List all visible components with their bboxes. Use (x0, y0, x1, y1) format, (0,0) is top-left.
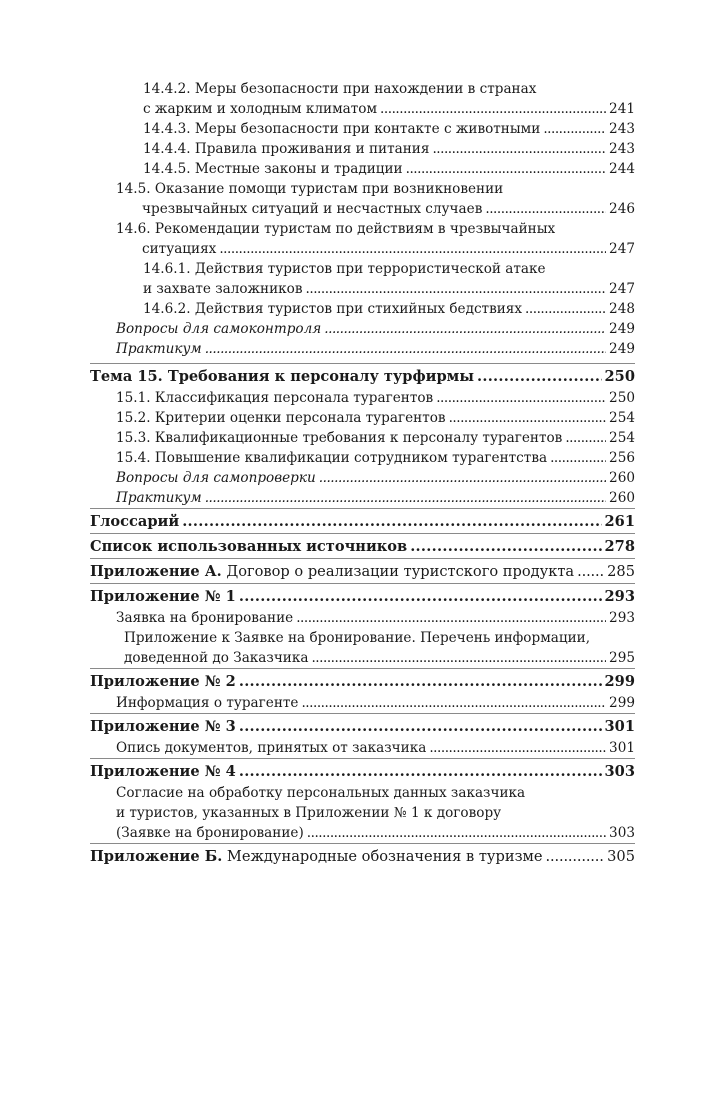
toc-page-number: 303 (609, 825, 635, 841)
leader-dots (546, 846, 605, 868)
toc-page-number: 241 (609, 101, 635, 117)
toc-entry-title: Приложение № 2 (90, 673, 236, 690)
leader-dots (525, 299, 606, 319)
appendix-label: Приложение Б. (90, 848, 223, 865)
toc-entry-title: 14.4.4. Правила проживания и питания (143, 141, 430, 157)
toc-entry-title: Приложение № 3 (90, 718, 236, 735)
toc-page-number: 243 (609, 141, 635, 157)
leader-dots (436, 388, 606, 408)
toc-entry-title-line: Приложение к Заявке на бронирование. Перечень информации, (124, 630, 591, 646)
toc-entry-title: Практикум (116, 490, 202, 506)
toc-page-number: 254 (609, 410, 635, 426)
toc-entry-title: ситуациях (142, 241, 217, 257)
leader-dots (432, 139, 606, 159)
leader-dots (380, 99, 606, 119)
leader-dots (550, 448, 606, 468)
toc-page-number: 254 (609, 430, 635, 446)
leader-dots (429, 738, 606, 758)
leader-dots (307, 823, 606, 843)
toc-page-number: 293 (604, 588, 635, 605)
toc-entry-14-4-4[interactable] (90, 139, 635, 159)
toc-entry-15-3[interactable] (90, 428, 635, 448)
toc-entry-14-6[interactable] (90, 219, 635, 259)
toc-entry-14-6-2[interactable] (90, 299, 635, 319)
appendix-title: Договор о реализации туристского продукта (226, 563, 575, 580)
toc-entry-title-line: 14.6.1. Действия туристов при террористической атаке (143, 261, 546, 277)
toc-entry-title: Информация о турагенте (116, 695, 299, 711)
toc-entry-title: чрезвычайных ситуаций и несчастных случаев (142, 201, 483, 217)
toc-entry-title: Глоссарий (90, 513, 180, 530)
leader-dots (306, 279, 607, 299)
toc-entry-booking-appendix[interactable] (90, 628, 635, 668)
leader-dots (319, 468, 606, 488)
toc-page-number: 299 (604, 673, 635, 690)
toc-entry-title: Приложение № 4 (90, 763, 236, 780)
toc-page-number: 301 (609, 740, 635, 756)
toc-page-number: 247 (609, 241, 635, 257)
toc-entry-title: 15.4. Повышение квалификации сотрудником турагентства (116, 450, 548, 466)
toc-entry-title: Тема 15. Требования к персоналу турфирмы (90, 368, 474, 385)
toc-entry-self-check-questions[interactable] (90, 468, 635, 488)
toc-entry-15-2[interactable] (90, 408, 635, 428)
toc-entry-practicum-15[interactable] (90, 488, 635, 508)
toc-entry-title: Вопросы для самоконтроля (116, 321, 322, 337)
toc-entry-title: 15.2. Критерии оценки персонала турагентов (116, 410, 446, 426)
leader-dots (311, 648, 606, 668)
toc-page-number: 299 (609, 695, 635, 711)
toc-entry-title: 15.1. Классификация персонала турагентов (116, 390, 434, 406)
toc-page-number: 305 (607, 848, 635, 865)
leader-dots (301, 693, 606, 713)
leader-dots (239, 671, 602, 693)
toc-page-number: 250 (609, 390, 635, 406)
toc-entry-title: Опись документов, принятых от заказчика (116, 740, 427, 756)
toc-entry-appendix-4[interactable] (90, 758, 635, 783)
leader-dots (324, 319, 606, 339)
toc-entry-title: доведенной до Заказчика (124, 650, 309, 666)
toc-entry-14-5[interactable] (90, 179, 635, 219)
toc-entry-title: Практикум (116, 341, 202, 357)
toc-entry-appendix-3[interactable] (90, 713, 635, 738)
toc-entry-title: (Заявке на бронирование) (116, 825, 304, 841)
toc-entry-14-4-3[interactable] (90, 119, 635, 139)
toc-entry-references[interactable] (90, 533, 635, 558)
leader-dots (205, 488, 606, 508)
toc-entry-title (90, 846, 543, 868)
toc-entry-15-4[interactable] (90, 448, 635, 468)
toc-page-number: 243 (609, 121, 635, 137)
leader-dots (577, 561, 604, 583)
toc-entry-appendix-b[interactable] (90, 843, 635, 868)
toc-page-number: 293 (609, 610, 635, 626)
toc-entry-document-inventory[interactable] (90, 738, 635, 758)
toc-page-number: 247 (609, 281, 635, 297)
leader-dots (205, 339, 606, 359)
toc-entry-title: Приложение № 1 (90, 588, 236, 605)
toc-page-number: 285 (607, 563, 635, 580)
leader-dots (485, 199, 606, 219)
leader-dots (449, 408, 606, 428)
toc-entry-title: Список использованных источников (90, 538, 408, 555)
leader-dots (565, 428, 606, 448)
toc-entry-14-6-1[interactable] (90, 259, 635, 299)
leader-dots (410, 536, 601, 558)
toc-entry-title: 14.4.3. Меры безопасности при контакте с животными (143, 121, 541, 137)
toc-page-number: 303 (604, 763, 635, 780)
toc-entry-title-line: и туристов, указанных в Приложении № 1 к договору (116, 805, 502, 821)
toc-page-number: 278 (604, 538, 635, 555)
toc-entry-title: 14.6.2. Действия туристов при стихийных бедствиях (143, 301, 523, 317)
toc-entry-title: и захвате заложников (143, 281, 303, 297)
toc-page-number: 260 (609, 470, 635, 486)
toc-entry-14-4-2[interactable] (90, 79, 635, 119)
toc-entry-title: с жарким и холодным климатом (143, 101, 378, 117)
toc-entry-15-1[interactable] (90, 388, 635, 408)
toc-entry-title-line: 14.5. Оказание помощи туристам при возникновении (116, 181, 504, 197)
appendix-title: Международные обозначения в туризме (226, 848, 543, 865)
toc-entry-14-4-5[interactable] (90, 159, 635, 179)
toc-page-number: 301 (604, 718, 635, 735)
toc-entry-agent-info[interactable] (90, 693, 635, 713)
leader-dots (182, 511, 601, 533)
toc-entry-title: Заявка на бронирование (116, 610, 294, 626)
toc-page-number: 261 (604, 513, 635, 530)
leader-dots (239, 586, 602, 608)
leader-dots (296, 608, 606, 628)
toc-page-number: 256 (609, 450, 635, 466)
toc-entry-data-consent[interactable] (90, 783, 635, 843)
toc-entry-title-line: 14.4.2. Меры безопасности при нахождении в странах (143, 81, 537, 97)
toc-page-number: 246 (609, 201, 635, 217)
toc-entry-appendix-a[interactable] (90, 558, 635, 583)
toc-entry-appendix-1[interactable] (90, 583, 635, 608)
toc-page-number: 295 (609, 650, 635, 666)
toc-page-number: 260 (609, 490, 635, 506)
toc-entry-glossary[interactable] (90, 508, 635, 533)
toc-entry-title: 14.4.5. Местные законы и традиции (143, 161, 403, 177)
toc-page-number: 250 (604, 368, 635, 385)
toc-page-number: 244 (609, 161, 635, 177)
toc-page-number: 249 (609, 321, 635, 337)
toc-entry-title (90, 561, 574, 583)
toc-page-number: 249 (609, 341, 635, 357)
toc-entry-appendix-2[interactable] (90, 668, 635, 693)
toc-entry-title-line: Согласие на обработку персональных данных заказчика (116, 785, 526, 801)
leader-dots (406, 159, 606, 179)
leader-dots (219, 239, 606, 259)
toc-entry-booking-request[interactable] (90, 608, 635, 628)
toc-entry-title: 15.3. Квалификационные требования к персоналу турагентов (116, 430, 563, 446)
table-of-contents (90, 79, 635, 868)
leader-dots (477, 366, 602, 388)
toc-entry-practicum-14[interactable] (90, 339, 635, 359)
appendix-label: Приложение А. (90, 563, 222, 580)
toc-entry-title: Вопросы для самопроверки (116, 470, 316, 486)
toc-entry-self-control-questions[interactable] (90, 319, 635, 339)
toc-entry-title-line: 14.6. Рекомендации туристам по действиям в чрезвычайных (116, 221, 556, 237)
leader-dots (239, 761, 602, 783)
leader-dots (239, 716, 602, 738)
leader-dots (543, 119, 606, 139)
toc-page-number: 248 (609, 301, 635, 317)
toc-entry-topic-15[interactable] (90, 363, 635, 388)
